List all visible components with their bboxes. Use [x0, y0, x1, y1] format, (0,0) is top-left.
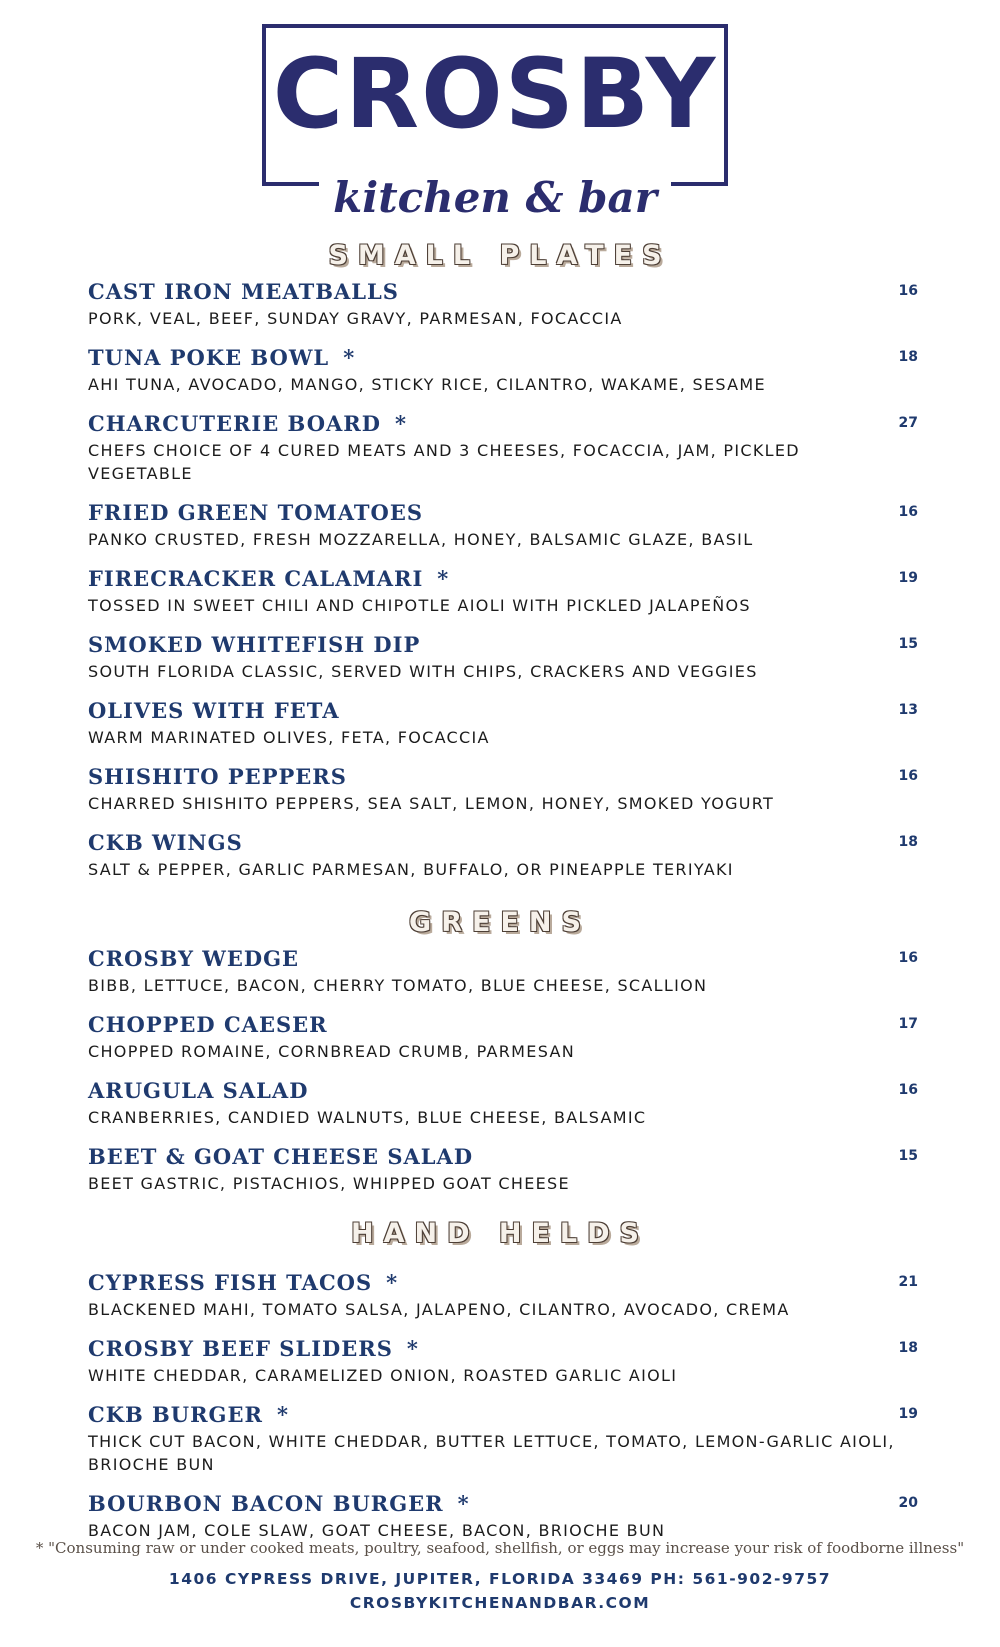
raw-warning-star: *	[394, 411, 407, 436]
address-phone: 1406 CYPRESS DRIVE, JUPITER, FLORIDA 33469 PH: 561-902-9757	[168, 1570, 832, 1588]
logo	[262, 24, 728, 222]
item-name: CKB WINGS	[88, 830, 243, 855]
raw-warning-star: *	[457, 1491, 470, 1516]
menu-item	[88, 500, 918, 551]
item-description: BIBB, LETTUCE, BACON, CHERRY TOMATO, BLUE CHEESE, SCALLION	[88, 976, 708, 995]
section-title-small-plates: SMALL PLATES	[328, 240, 672, 271]
item-description: TOSSED IN SWEET CHILI AND CHIPOTLE AIOLI WITH PICKLED JALAPEÑOS	[88, 596, 751, 615]
item-price: 20	[898, 1495, 918, 1511]
item-name: CYPRESS FISH TACOS	[88, 1270, 373, 1295]
menu-item	[88, 1336, 918, 1387]
item-description: THICK CUT BACON, WHITE CHEDDAR, BUTTER LETTUCE, TOMATO, LEMON-GARLIC AIOLI, BRIOCHE BUN	[88, 1432, 895, 1474]
item-description: CHEFS CHOICE OF 4 CURED MEATS AND 3 CHEESES, FOCACCIA, JAM, PICKLED VEGETABLE	[88, 441, 800, 483]
item-price: 16	[898, 504, 918, 520]
raw-warning-star: *	[406, 1336, 419, 1361]
item-price: 16	[898, 1082, 918, 1098]
item-price: 15	[898, 636, 918, 652]
item-name: BOURBON BACON BURGER	[88, 1491, 444, 1516]
menu-item	[88, 764, 918, 815]
item-price: 19	[898, 570, 918, 586]
menu-item	[88, 345, 918, 396]
item-name: CROSBY BEEF SLIDERS	[88, 1336, 393, 1361]
item-name: BEET & GOAT CHEESE SALAD	[88, 1144, 474, 1169]
menu-item	[88, 1078, 918, 1129]
menu-item	[88, 1270, 918, 1321]
menu-item	[88, 830, 918, 881]
raw-warning-star: *	[437, 566, 450, 591]
menu-item	[88, 1144, 918, 1195]
item-price: 18	[898, 349, 918, 365]
item-description: PORK, VEAL, BEEF, SUNDAY GRAVY, PARMESAN, FOCACCIA	[88, 309, 623, 328]
menu-item	[88, 946, 918, 997]
item-description: BLACKENED MAHI, TOMATO SALSA, JALAPENO, CILANTRO, AVOCADO, CREMA	[88, 1300, 790, 1319]
item-description: BACON JAM, COLE SLAW, GOAT CHEESE, BACON, BRIOCHE BUN	[88, 1521, 666, 1540]
item-price: 18	[898, 1340, 918, 1356]
item-description: SOUTH FLORIDA CLASSIC, SERVED WITH CHIPS, CRACKERS AND VEGGIES	[88, 662, 758, 681]
item-description: CRANBERRIES, CANDIED WALNUTS, BLUE CHEESE, BALSAMIC	[88, 1108, 647, 1127]
item-price: 15	[898, 1148, 918, 1164]
raw-warning-star: *	[276, 1402, 289, 1427]
item-description: AHI TUNA, AVOCADO, MANGO, STICKY RICE, CILANTRO, WAKAME, SESAME	[88, 375, 766, 394]
item-name: CAST IRON MEATBALLS	[88, 279, 399, 304]
menu-item	[88, 1012, 918, 1063]
item-name: FRIED GREEN TOMATOES	[88, 500, 424, 525]
section-title-hand-helds: HAND HELDS	[350, 1218, 649, 1249]
logo-title: CROSBY	[272, 38, 718, 150]
menu-item	[88, 1491, 918, 1542]
item-description: PANKO CRUSTED, FRESH MOZZARELLA, HONEY, BALSAMIC GLAZE, BASIL	[88, 530, 754, 549]
menu-item	[88, 566, 918, 617]
item-description: CHOPPED ROMAINE, CORNBREAD CRUMB, PARMESAN	[88, 1042, 575, 1061]
item-description: WARM MARINATED OLIVES, FETA, FOCACCIA	[88, 728, 490, 747]
item-price: 27	[898, 415, 918, 431]
logo-subtitle: kitchen & bar	[319, 177, 671, 219]
item-name: CHARCUTERIE BOARD	[88, 411, 381, 436]
item-name: TUNA POKE BOWL	[88, 345, 330, 370]
item-price: 16	[898, 950, 918, 966]
item-name: SHISHITO PEPPERS	[88, 764, 347, 789]
item-price: 18	[898, 834, 918, 850]
item-price: 21	[898, 1274, 918, 1290]
item-description: BEET GASTRIC, PISTACHIOS, WHIPPED GOAT CHEESE	[88, 1174, 570, 1193]
item-name: CROSBY WEDGE	[88, 946, 300, 971]
item-name: ARUGULA SALAD	[88, 1078, 309, 1103]
item-price: 19	[898, 1406, 918, 1422]
item-price: 17	[898, 1016, 918, 1032]
item-description: WHITE CHEDDAR, CARAMELIZED ONION, ROASTED GARLIC AIOLI	[88, 1366, 678, 1385]
menu-item	[88, 632, 918, 683]
section-title-greens: GREENS	[409, 907, 591, 938]
item-price: 16	[898, 768, 918, 784]
raw-warning-star: *	[343, 345, 356, 370]
raw-warning-star: *	[386, 1270, 399, 1295]
item-name: CHOPPED CAESER	[88, 1012, 328, 1037]
item-price: 16	[898, 283, 918, 299]
menu-item	[88, 279, 918, 330]
item-description: SALT & PEPPER, GARLIC PARMESAN, BUFFALO, OR PINEAPPLE TERIYAKI	[88, 860, 734, 879]
item-name: SMOKED WHITEFISH DIP	[88, 632, 421, 657]
menu-item	[88, 411, 918, 485]
foodborne-illness-disclaimer: * "Consuming raw or under cooked meats, poultry, seafood, shellfish, or eggs may increase your risk of foodborne illness"	[35, 1539, 965, 1557]
menu-item	[88, 698, 918, 749]
item-name: OLIVES WITH FETA	[88, 698, 340, 723]
menu-item	[88, 1402, 918, 1476]
item-name: CKB BURGER	[88, 1402, 263, 1427]
item-description: CHARRED SHISHITO PEPPERS, SEA SALT, LEMON, HONEY, SMOKED YOGURT	[88, 794, 775, 813]
website: CROSBYKITCHENANDBAR.COM	[349, 1594, 651, 1612]
item-price: 13	[898, 702, 918, 718]
item-name: FIRECRACKER CALAMARI	[88, 566, 424, 591]
